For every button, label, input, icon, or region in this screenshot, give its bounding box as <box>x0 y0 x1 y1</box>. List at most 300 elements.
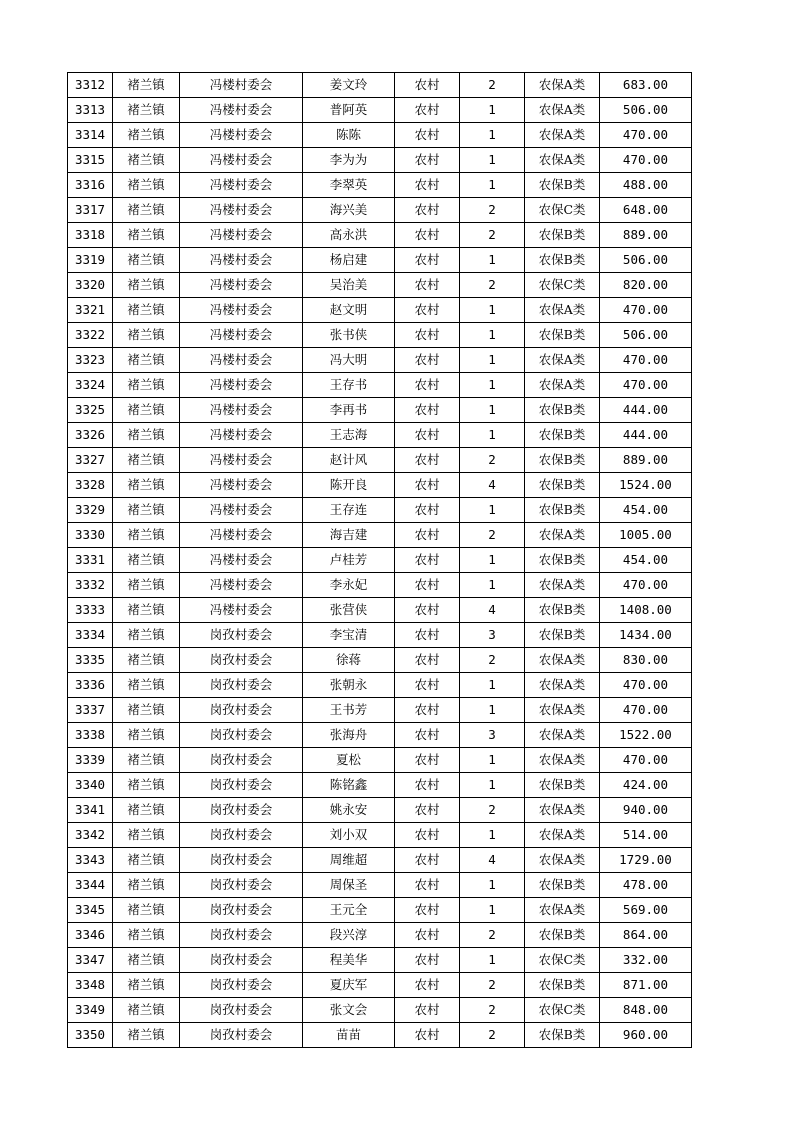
cell-name: 王元全 <box>303 898 395 923</box>
cell-insurance-category: 农保A类 <box>525 298 600 323</box>
cell-area-type: 农村 <box>395 498 460 523</box>
cell-name: 张海舟 <box>303 723 395 748</box>
cell-insurance-category: 农保B类 <box>525 398 600 423</box>
cell-area-type: 农村 <box>395 298 460 323</box>
cell-area-type: 农村 <box>395 898 460 923</box>
table-row <box>68 773 692 798</box>
cell-village-committee: 冯楼村委会 <box>180 148 303 173</box>
cell-row-number: 3325 <box>68 398 113 423</box>
cell-village-committee: 冯楼村委会 <box>180 248 303 273</box>
cell-name: 张文会 <box>303 998 395 1023</box>
table-row <box>68 323 692 348</box>
cell-town: 褚兰镇 <box>113 623 180 648</box>
cell-name: 夏松 <box>303 748 395 773</box>
table-row <box>68 98 692 123</box>
cell-village-committee: 冯楼村委会 <box>180 448 303 473</box>
cell-name: 高永洪 <box>303 223 395 248</box>
cell-row-number: 3350 <box>68 1023 113 1048</box>
cell-village-committee: 岗孜村委会 <box>180 973 303 998</box>
cell-insurance-category: 农保A类 <box>525 798 600 823</box>
table-row <box>68 73 692 98</box>
cell-village-committee: 岗孜村委会 <box>180 723 303 748</box>
cell-insurance-category: 农保B类 <box>525 623 600 648</box>
cell-area-type: 农村 <box>395 398 460 423</box>
cell-row-number: 3320 <box>68 273 113 298</box>
cell-town: 褚兰镇 <box>113 123 180 148</box>
cell-row-number: 3333 <box>68 598 113 623</box>
cell-household-size: 1 <box>460 98 525 123</box>
cell-household-size: 1 <box>460 323 525 348</box>
cell-name: 杨启建 <box>303 248 395 273</box>
table-row <box>68 648 692 673</box>
cell-row-number: 3315 <box>68 148 113 173</box>
cell-town: 褚兰镇 <box>113 173 180 198</box>
cell-household-size: 2 <box>460 198 525 223</box>
table-row <box>68 298 692 323</box>
cell-amount: 1434.00 <box>600 623 692 648</box>
cell-village-committee: 冯楼村委会 <box>180 348 303 373</box>
cell-amount: 683.00 <box>600 73 692 98</box>
cell-name: 卢桂芳 <box>303 548 395 573</box>
cell-village-committee: 岗孜村委会 <box>180 998 303 1023</box>
cell-town: 褚兰镇 <box>113 723 180 748</box>
cell-name: 李再书 <box>303 398 395 423</box>
cell-amount: 470.00 <box>600 673 692 698</box>
cell-name: 王存连 <box>303 498 395 523</box>
cell-area-type: 农村 <box>395 998 460 1023</box>
cell-household-size: 1 <box>460 748 525 773</box>
cell-area-type: 农村 <box>395 948 460 973</box>
cell-town: 褚兰镇 <box>113 648 180 673</box>
cell-household-size: 1 <box>460 123 525 148</box>
cell-village-committee: 岗孜村委会 <box>180 773 303 798</box>
allowance-table <box>67 72 692 1048</box>
cell-household-size: 4 <box>460 473 525 498</box>
cell-row-number: 3316 <box>68 173 113 198</box>
cell-household-size: 1 <box>460 248 525 273</box>
cell-name: 段兴淳 <box>303 923 395 948</box>
cell-row-number: 3329 <box>68 498 113 523</box>
cell-town: 褚兰镇 <box>113 223 180 248</box>
cell-town: 褚兰镇 <box>113 873 180 898</box>
table-row <box>68 598 692 623</box>
cell-name: 刘小双 <box>303 823 395 848</box>
cell-town: 褚兰镇 <box>113 273 180 298</box>
cell-name: 王志海 <box>303 423 395 448</box>
cell-amount: 889.00 <box>600 448 692 473</box>
table-body <box>68 73 692 1048</box>
table-row <box>68 223 692 248</box>
cell-name: 苗苗 <box>303 1023 395 1048</box>
cell-insurance-category: 农保B类 <box>525 498 600 523</box>
cell-village-committee: 岗孜村委会 <box>180 798 303 823</box>
cell-village-committee: 岗孜村委会 <box>180 848 303 873</box>
table-row <box>68 723 692 748</box>
table-row <box>68 673 692 698</box>
cell-household-size: 2 <box>460 73 525 98</box>
cell-town: 褚兰镇 <box>113 823 180 848</box>
table-row <box>68 848 692 873</box>
cell-area-type: 农村 <box>395 423 460 448</box>
cell-amount: 1408.00 <box>600 598 692 623</box>
cell-name: 李为为 <box>303 148 395 173</box>
cell-name: 赵计风 <box>303 448 395 473</box>
cell-town: 褚兰镇 <box>113 973 180 998</box>
cell-town: 褚兰镇 <box>113 773 180 798</box>
cell-row-number: 3332 <box>68 573 113 598</box>
cell-insurance-category: 农保B类 <box>525 423 600 448</box>
cell-village-committee: 岗孜村委会 <box>180 698 303 723</box>
cell-household-size: 1 <box>460 298 525 323</box>
cell-amount: 506.00 <box>600 323 692 348</box>
cell-amount: 940.00 <box>600 798 692 823</box>
cell-row-number: 3317 <box>68 198 113 223</box>
table-row <box>68 698 692 723</box>
cell-area-type: 农村 <box>395 548 460 573</box>
cell-row-number: 3326 <box>68 423 113 448</box>
cell-town: 褚兰镇 <box>113 423 180 448</box>
table-row <box>68 948 692 973</box>
cell-amount: 889.00 <box>600 223 692 248</box>
cell-name: 陈铭鑫 <box>303 773 395 798</box>
cell-row-number: 3340 <box>68 773 113 798</box>
cell-town: 褚兰镇 <box>113 248 180 273</box>
cell-area-type: 农村 <box>395 248 460 273</box>
cell-amount: 960.00 <box>600 1023 692 1048</box>
cell-name: 冯大明 <box>303 348 395 373</box>
cell-row-number: 3339 <box>68 748 113 773</box>
cell-town: 褚兰镇 <box>113 198 180 223</box>
cell-area-type: 农村 <box>395 73 460 98</box>
cell-town: 褚兰镇 <box>113 473 180 498</box>
cell-row-number: 3342 <box>68 823 113 848</box>
cell-name: 普阿英 <box>303 98 395 123</box>
cell-town: 褚兰镇 <box>113 923 180 948</box>
cell-amount: 470.00 <box>600 698 692 723</box>
cell-row-number: 3348 <box>68 973 113 998</box>
cell-household-size: 1 <box>460 948 525 973</box>
cell-household-size: 1 <box>460 898 525 923</box>
cell-town: 褚兰镇 <box>113 73 180 98</box>
table-row <box>68 898 692 923</box>
cell-name: 王存书 <box>303 373 395 398</box>
cell-insurance-category: 农保A类 <box>525 348 600 373</box>
cell-row-number: 3323 <box>68 348 113 373</box>
cell-village-committee: 冯楼村委会 <box>180 323 303 348</box>
cell-name: 陈陈 <box>303 123 395 148</box>
cell-amount: 830.00 <box>600 648 692 673</box>
table-row <box>68 523 692 548</box>
cell-row-number: 3349 <box>68 998 113 1023</box>
cell-name: 程美华 <box>303 948 395 973</box>
cell-area-type: 农村 <box>395 773 460 798</box>
cell-village-committee: 岗孜村委会 <box>180 823 303 848</box>
cell-town: 褚兰镇 <box>113 798 180 823</box>
cell-area-type: 农村 <box>395 873 460 898</box>
cell-town: 褚兰镇 <box>113 898 180 923</box>
cell-town: 褚兰镇 <box>113 323 180 348</box>
cell-name: 张朝永 <box>303 673 395 698</box>
cell-household-size: 2 <box>460 648 525 673</box>
cell-household-size: 1 <box>460 173 525 198</box>
cell-amount: 332.00 <box>600 948 692 973</box>
cell-name: 姚永安 <box>303 798 395 823</box>
cell-area-type: 农村 <box>395 348 460 373</box>
cell-amount: 470.00 <box>600 573 692 598</box>
cell-household-size: 1 <box>460 673 525 698</box>
cell-row-number: 3322 <box>68 323 113 348</box>
cell-amount: 506.00 <box>600 248 692 273</box>
table-row <box>68 823 692 848</box>
cell-village-committee: 冯楼村委会 <box>180 173 303 198</box>
cell-village-committee: 冯楼村委会 <box>180 73 303 98</box>
cell-household-size: 1 <box>460 548 525 573</box>
cell-area-type: 农村 <box>395 573 460 598</box>
cell-name: 海兴美 <box>303 198 395 223</box>
cell-village-committee: 冯楼村委会 <box>180 398 303 423</box>
cell-insurance-category: 农保A类 <box>525 73 600 98</box>
cell-town: 褚兰镇 <box>113 948 180 973</box>
cell-row-number: 3313 <box>68 98 113 123</box>
cell-amount: 569.00 <box>600 898 692 923</box>
cell-row-number: 3347 <box>68 948 113 973</box>
cell-household-size: 1 <box>460 498 525 523</box>
table-row <box>68 273 692 298</box>
cell-row-number: 3327 <box>68 448 113 473</box>
cell-village-committee: 岗孜村委会 <box>180 673 303 698</box>
cell-area-type: 农村 <box>395 723 460 748</box>
cell-town: 褚兰镇 <box>113 98 180 123</box>
cell-town: 褚兰镇 <box>113 573 180 598</box>
cell-village-committee: 岗孜村委会 <box>180 623 303 648</box>
cell-name: 李翠英 <box>303 173 395 198</box>
cell-insurance-category: 农保C类 <box>525 273 600 298</box>
cell-name: 张营侠 <box>303 598 395 623</box>
cell-area-type: 农村 <box>395 698 460 723</box>
cell-insurance-category: 农保B类 <box>525 223 600 248</box>
cell-household-size: 1 <box>460 348 525 373</box>
cell-area-type: 农村 <box>395 673 460 698</box>
table-row <box>68 348 692 373</box>
cell-village-committee: 冯楼村委会 <box>180 498 303 523</box>
cell-name: 王书芳 <box>303 698 395 723</box>
cell-village-committee: 冯楼村委会 <box>180 223 303 248</box>
cell-row-number: 3328 <box>68 473 113 498</box>
cell-insurance-category: 农保A类 <box>525 723 600 748</box>
cell-village-committee: 冯楼村委会 <box>180 198 303 223</box>
cell-household-size: 3 <box>460 723 525 748</box>
cell-amount: 470.00 <box>600 148 692 173</box>
cell-name: 吴治美 <box>303 273 395 298</box>
cell-insurance-category: 农保B类 <box>525 873 600 898</box>
cell-household-size: 2 <box>460 998 525 1023</box>
table-row <box>68 623 692 648</box>
cell-amount: 424.00 <box>600 773 692 798</box>
table-row <box>68 448 692 473</box>
cell-area-type: 农村 <box>395 173 460 198</box>
cell-village-committee: 岗孜村委会 <box>180 748 303 773</box>
cell-name: 陈开良 <box>303 473 395 498</box>
cell-village-committee: 岗孜村委会 <box>180 948 303 973</box>
cell-row-number: 3345 <box>68 898 113 923</box>
cell-name: 周保圣 <box>303 873 395 898</box>
cell-household-size: 4 <box>460 598 525 623</box>
table-row <box>68 398 692 423</box>
table-row <box>68 548 692 573</box>
cell-name: 赵文明 <box>303 298 395 323</box>
cell-amount: 871.00 <box>600 973 692 998</box>
cell-area-type: 农村 <box>395 123 460 148</box>
cell-household-size: 1 <box>460 698 525 723</box>
cell-amount: 488.00 <box>600 173 692 198</box>
cell-household-size: 2 <box>460 798 525 823</box>
cell-town: 褚兰镇 <box>113 998 180 1023</box>
cell-row-number: 3344 <box>68 873 113 898</box>
cell-area-type: 农村 <box>395 273 460 298</box>
cell-area-type: 农村 <box>395 523 460 548</box>
cell-insurance-category: 农保B类 <box>525 1023 600 1048</box>
cell-insurance-category: 农保B类 <box>525 248 600 273</box>
table-row <box>68 748 692 773</box>
table-row <box>68 423 692 448</box>
cell-village-committee: 冯楼村委会 <box>180 573 303 598</box>
cell-town: 褚兰镇 <box>113 523 180 548</box>
table-row <box>68 148 692 173</box>
cell-area-type: 农村 <box>395 923 460 948</box>
cell-area-type: 农村 <box>395 798 460 823</box>
cell-household-size: 2 <box>460 1023 525 1048</box>
cell-amount: 506.00 <box>600 98 692 123</box>
cell-amount: 470.00 <box>600 748 692 773</box>
cell-household-size: 1 <box>460 398 525 423</box>
cell-name: 张书侠 <box>303 323 395 348</box>
cell-insurance-category: 农保A类 <box>525 823 600 848</box>
cell-insurance-category: 农保B类 <box>525 473 600 498</box>
cell-town: 褚兰镇 <box>113 673 180 698</box>
table-row <box>68 173 692 198</box>
cell-household-size: 1 <box>460 873 525 898</box>
cell-amount: 478.00 <box>600 873 692 898</box>
cell-area-type: 农村 <box>395 598 460 623</box>
cell-insurance-category: 农保B类 <box>525 173 600 198</box>
cell-household-size: 2 <box>460 923 525 948</box>
cell-area-type: 农村 <box>395 973 460 998</box>
cell-household-size: 2 <box>460 223 525 248</box>
cell-village-committee: 冯楼村委会 <box>180 98 303 123</box>
cell-name: 李宝清 <box>303 623 395 648</box>
cell-row-number: 3341 <box>68 798 113 823</box>
cell-amount: 454.00 <box>600 548 692 573</box>
cell-insurance-category: 农保B类 <box>525 973 600 998</box>
cell-row-number: 3337 <box>68 698 113 723</box>
cell-household-size: 2 <box>460 523 525 548</box>
cell-insurance-category: 农保A类 <box>525 673 600 698</box>
cell-amount: 820.00 <box>600 273 692 298</box>
cell-village-committee: 岗孜村委会 <box>180 873 303 898</box>
cell-village-committee: 冯楼村委会 <box>180 598 303 623</box>
cell-amount: 1522.00 <box>600 723 692 748</box>
cell-insurance-category: 农保B类 <box>525 923 600 948</box>
table-row <box>68 1023 692 1048</box>
cell-amount: 470.00 <box>600 373 692 398</box>
cell-insurance-category: 农保C类 <box>525 998 600 1023</box>
cell-village-committee: 冯楼村委会 <box>180 373 303 398</box>
cell-town: 褚兰镇 <box>113 698 180 723</box>
table-row <box>68 923 692 948</box>
table-row <box>68 248 692 273</box>
cell-household-size: 4 <box>460 848 525 873</box>
table-row <box>68 198 692 223</box>
cell-row-number: 3314 <box>68 123 113 148</box>
cell-amount: 470.00 <box>600 348 692 373</box>
cell-household-size: 1 <box>460 373 525 398</box>
cell-town: 褚兰镇 <box>113 598 180 623</box>
cell-insurance-category: 农保A类 <box>525 98 600 123</box>
cell-row-number: 3336 <box>68 673 113 698</box>
cell-insurance-category: 农保A类 <box>525 123 600 148</box>
table-row <box>68 573 692 598</box>
cell-area-type: 农村 <box>395 848 460 873</box>
cell-town: 褚兰镇 <box>113 498 180 523</box>
cell-amount: 1524.00 <box>600 473 692 498</box>
cell-insurance-category: 农保A类 <box>525 848 600 873</box>
cell-area-type: 农村 <box>395 748 460 773</box>
cell-area-type: 农村 <box>395 98 460 123</box>
cell-row-number: 3324 <box>68 373 113 398</box>
cell-area-type: 农村 <box>395 198 460 223</box>
cell-insurance-category: 农保A类 <box>525 698 600 723</box>
cell-insurance-category: 农保B类 <box>525 548 600 573</box>
cell-row-number: 3312 <box>68 73 113 98</box>
cell-insurance-category: 农保B类 <box>525 323 600 348</box>
cell-town: 褚兰镇 <box>113 548 180 573</box>
cell-town: 褚兰镇 <box>113 748 180 773</box>
cell-amount: 1729.00 <box>600 848 692 873</box>
cell-amount: 470.00 <box>600 298 692 323</box>
cell-area-type: 农村 <box>395 1023 460 1048</box>
table-row <box>68 998 692 1023</box>
cell-amount: 1005.00 <box>600 523 692 548</box>
table-row <box>68 873 692 898</box>
cell-area-type: 农村 <box>395 823 460 848</box>
cell-insurance-category: 农保C类 <box>525 198 600 223</box>
cell-insurance-category: 农保B类 <box>525 598 600 623</box>
cell-town: 褚兰镇 <box>113 298 180 323</box>
cell-village-committee: 冯楼村委会 <box>180 473 303 498</box>
cell-row-number: 3321 <box>68 298 113 323</box>
cell-household-size: 3 <box>460 623 525 648</box>
cell-amount: 444.00 <box>600 423 692 448</box>
cell-town: 褚兰镇 <box>113 448 180 473</box>
cell-insurance-category: 农保A类 <box>525 373 600 398</box>
cell-row-number: 3335 <box>68 648 113 673</box>
cell-area-type: 农村 <box>395 448 460 473</box>
cell-town: 褚兰镇 <box>113 398 180 423</box>
cell-village-committee: 冯楼村委会 <box>180 523 303 548</box>
table-row <box>68 473 692 498</box>
cell-insurance-category: 农保A类 <box>525 648 600 673</box>
cell-row-number: 3343 <box>68 848 113 873</box>
table-row <box>68 498 692 523</box>
cell-area-type: 农村 <box>395 648 460 673</box>
cell-household-size: 2 <box>460 973 525 998</box>
cell-insurance-category: 农保A类 <box>525 573 600 598</box>
cell-insurance-category: 农保C类 <box>525 948 600 973</box>
cell-household-size: 1 <box>460 823 525 848</box>
cell-insurance-category: 农保A类 <box>525 748 600 773</box>
cell-area-type: 农村 <box>395 223 460 248</box>
cell-village-committee: 岗孜村委会 <box>180 923 303 948</box>
